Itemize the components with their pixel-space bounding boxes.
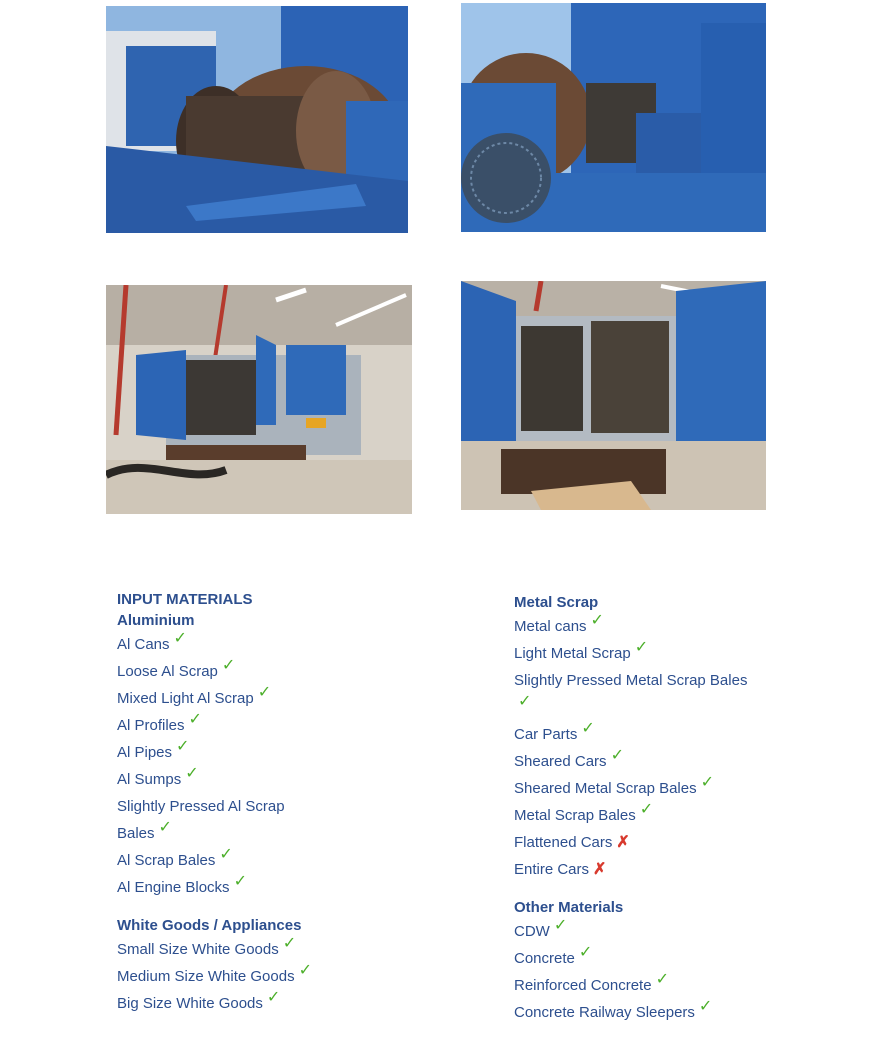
material-item bbox=[514, 829, 844, 856]
material-label: Car Parts bbox=[514, 726, 578, 743]
material-item bbox=[514, 667, 844, 694]
material-item bbox=[117, 658, 457, 685]
checkmark-icon: ✓ bbox=[233, 873, 247, 890]
material-label: Al Engine Blocks bbox=[117, 879, 230, 896]
group-heading-aluminium: Aluminium bbox=[117, 612, 195, 629]
checkmark-icon: ✓ bbox=[518, 693, 532, 710]
material-item bbox=[117, 766, 457, 793]
material-item bbox=[514, 613, 844, 640]
material-item bbox=[514, 999, 844, 1026]
material-item bbox=[117, 936, 457, 963]
material-item bbox=[514, 748, 844, 775]
material-label: Mixed Light Al Scrap bbox=[117, 690, 254, 707]
checkmark-icon: ✓ bbox=[185, 765, 199, 782]
material-item bbox=[514, 802, 844, 829]
material-label: Al Scrap Bales bbox=[117, 852, 216, 869]
material-label: Al Sumps bbox=[117, 771, 182, 788]
checkmark-icon: ✓ bbox=[158, 819, 172, 836]
checkmark-icon: ✓ bbox=[590, 612, 604, 629]
material-item bbox=[514, 856, 844, 883]
checkmark-icon: ✓ bbox=[298, 962, 312, 979]
material-label: Small Size White Goods bbox=[117, 941, 279, 958]
material-item bbox=[514, 640, 844, 667]
material-label: Entire Cars bbox=[514, 861, 590, 878]
checkmark-icon: ✓ bbox=[266, 989, 281, 1006]
material-item bbox=[117, 990, 457, 1017]
checkmark-icon: ✓ bbox=[698, 998, 713, 1015]
material-item bbox=[117, 874, 457, 901]
checkmark-icon: ✓ bbox=[634, 639, 649, 656]
group-heading-metal-scrap: Metal Scrap bbox=[514, 594, 599, 611]
group-heading-other-materials: Other Materials bbox=[514, 899, 624, 916]
material-label: Metal Scrap Bales bbox=[514, 807, 636, 824]
material-item bbox=[117, 793, 457, 820]
checkmark-icon: ✓ bbox=[176, 738, 190, 755]
material-label: Sheared Metal Scrap Bales bbox=[514, 780, 697, 797]
material-label: Flattened Cars bbox=[514, 834, 613, 851]
material-item bbox=[117, 631, 457, 658]
material-label: Al Profiles bbox=[117, 717, 185, 734]
material-item bbox=[117, 963, 457, 990]
group-heading-white-goods: White Goods / Appliances bbox=[117, 917, 302, 934]
material-label: Reinforced Concrete bbox=[514, 977, 652, 994]
checkmark-icon: ✓ bbox=[282, 935, 297, 952]
checkmark-icon: ✓ bbox=[221, 657, 236, 674]
material-item bbox=[514, 945, 844, 972]
photo-shredder-motor bbox=[461, 3, 766, 232]
material-label: Concrete Railway Sleepers bbox=[514, 1004, 695, 1021]
photo-unit-open-doors-front bbox=[461, 281, 766, 510]
checkmark-icon: ✓ bbox=[578, 944, 593, 961]
checkmark-icon: ✓ bbox=[610, 747, 624, 764]
checkmark-icon: ✓ bbox=[188, 711, 202, 728]
checkmark-icon: ✓ bbox=[173, 630, 187, 647]
material-item bbox=[514, 972, 844, 999]
photo-unit-open-doors-side bbox=[106, 285, 412, 514]
material-label: Bales bbox=[117, 825, 155, 842]
material-label: Loose Al Scrap bbox=[117, 663, 218, 680]
material-item bbox=[514, 775, 844, 802]
cross-icon: ✗ bbox=[616, 834, 630, 851]
material-item bbox=[117, 820, 457, 847]
checkmark-icon: ✓ bbox=[581, 720, 595, 737]
material-label: Al Pipes bbox=[117, 744, 173, 761]
material-label: Sheared Cars bbox=[514, 753, 607, 770]
material-item bbox=[514, 721, 844, 748]
material-label: Light Metal Scrap bbox=[514, 645, 631, 662]
material-label: Concrete bbox=[514, 950, 575, 967]
material-item bbox=[514, 694, 844, 721]
checkmark-icon: ✓ bbox=[219, 846, 233, 863]
checkmark-icon: ✓ bbox=[553, 917, 568, 934]
material-label: Slightly Pressed Metal Scrap Bales bbox=[514, 672, 748, 689]
checkmark-icon: ✓ bbox=[700, 774, 715, 791]
material-label: CDW bbox=[514, 923, 550, 940]
material-item bbox=[117, 712, 457, 739]
photo-shredder-rotor bbox=[106, 6, 408, 233]
material-label: Slightly Pressed Al Scrap bbox=[117, 798, 285, 815]
checkmark-icon: ✓ bbox=[655, 971, 669, 988]
material-label: Big Size White Goods bbox=[117, 995, 263, 1012]
section-title: INPUT MATERIALS bbox=[117, 591, 253, 608]
material-label: Medium Size White Goods bbox=[117, 968, 295, 985]
material-item bbox=[117, 739, 457, 766]
material-label: Metal cans bbox=[514, 618, 587, 635]
checkmark-icon: ✓ bbox=[639, 801, 654, 818]
left-column bbox=[117, 589, 457, 1017]
material-item bbox=[117, 847, 457, 874]
material-item bbox=[117, 685, 457, 712]
checkmark-icon: ✓ bbox=[257, 684, 272, 701]
cross-icon: ✗ bbox=[593, 861, 607, 878]
material-item bbox=[514, 918, 844, 945]
right-column bbox=[514, 592, 844, 1026]
material-label: Al Cans bbox=[117, 636, 170, 653]
